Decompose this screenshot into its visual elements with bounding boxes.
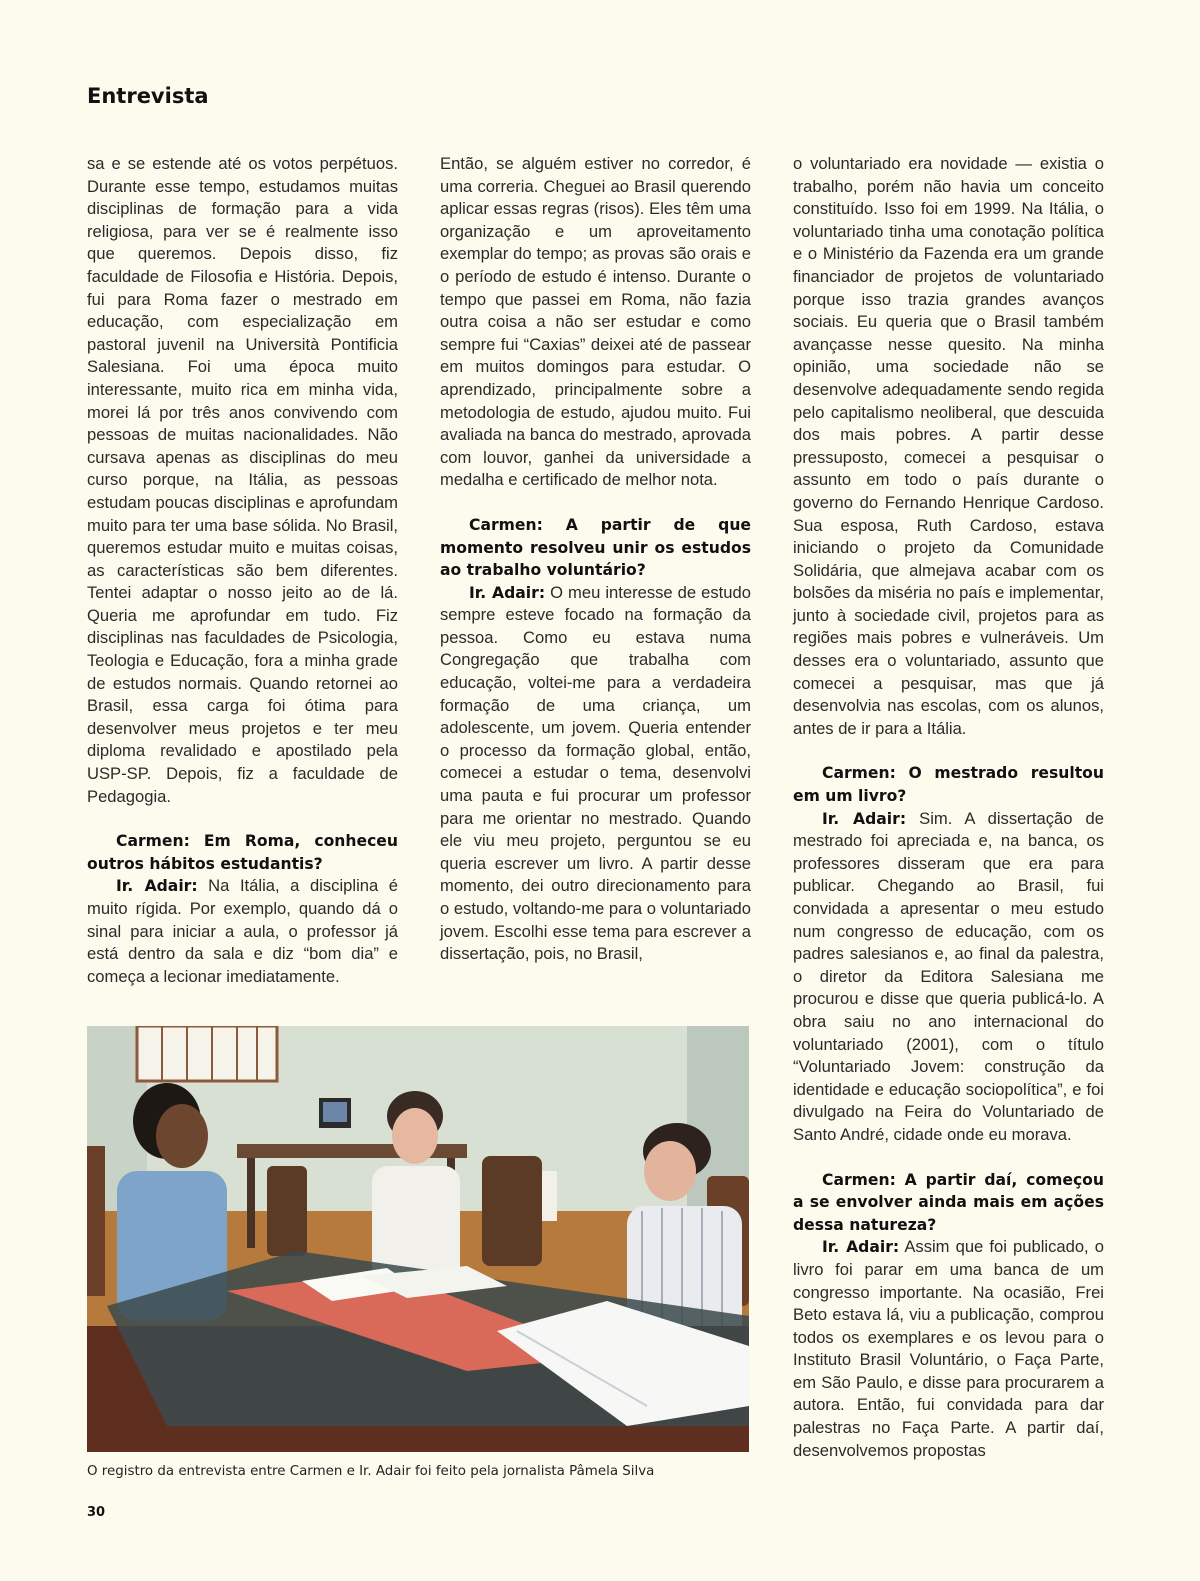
interview-question: Carmen: A partir daí, começou a se envolver ainda mais em ações dessa natureza? [793,1170,1104,1234]
answer-text: Na Itália, a disciplina é muito rígida. Por exemplo, quando dá o sinal para iniciar a aula, o professor já está dentro da sala e diz “bom dia” e começa a lecionar imediatamente. [87,876,398,986]
photo-caption: O registro da entrevista entre Carmen e Ir. Adair foi feito pela jornalista Pâmela Silva [87,1464,655,1479]
speaker-label: Ir. Adair: [822,809,907,828]
page-number: 30 [87,1505,106,1520]
paragraph: sa e se estende até os votos perpétuos. Durante esse tempo, estudamos muitas disciplinas de formação para a vida religiosa, para ver se é realmente isso que queremos. Depois disso, fiz faculdade de Filosofia e História. Depois, fui para Roma fazer o mestrado em educação, com especialização em pastoral juvenil na Università Pontificia Salesiana. Foi uma época muito interessante, muito rica em minha vida, morei lá por três anos convivendo com pessoas de muitas nacionalidades. Não cursava apenas as disciplinas do meu curso porque, na Itália, as pessoas estudam poucas disciplinas e aprofundam muito para ter uma base sólida. No Brasil, queremos estudar muito e muitas coisas, as características são bem diferentes. Tentei adaptar o nosso jeito ao de lá. Queria me aprofundar em tudo. Fiz disciplinas nas faculdades de Psicologia, Teologia e Educação, fora a minha grade de estudos normais. Quando retornei ao Brasil, essa carga foi ótima para desenvolver meus projetos e ter meu diploma revalidado e apostilado pela USP-SP. Depois, fiz a faculdade de Pedagogia. [87,154,398,806]
answer-text: Sim. A dissertação de mestrado foi apreciada e, na banca, os professores disseram que era para publicar. Chegando ao Brasil, fui convidada a apresentar o meu estudo num congresso de educação, com os padres salesianos e, ao final da palestra, o diretor da Editora Salesiana me procurou e disse que queria publicá-lo. A obra saiu no ano internacional do voluntariado (2001), com o título “Voluntariado Jovem: construção da identidade e educação sociopolítica”, e foi divulgado na Feira do Voluntariado de Santo André, cidade onde eu morava. [793,808,1104,1144]
answer-text: Assim que foi publicado, o livro foi parar em uma banca de um congresso importante. Na ocasião, Frei Beto estava lá, viu a publicação, comprou todos os exemplares e os levou para o Instituto Brasil Voluntário, o Faça Parte, em São Paulo, e disse para procurarem a autora. Então, fui convidada para dar palestras no Faça Parte. A partir daí, desenvolvemos propostas [793,1237,1104,1460]
interview-answer [440,582,751,966]
interview-photo-illustration [87,1026,749,1452]
section-title: Entrevista [87,84,209,108]
speaker-label: Ir. Adair: [116,877,198,896]
interview-answer [793,1236,1104,1462]
interview-answer [793,808,1104,1147]
paragraph: Então, se alguém estiver no corredor, é uma correria. Cheguei ao Brasil querendo aplicar essas regras (risos). Eles têm uma organização e um aproveitamento exemplar do tempo; as provas são orais e o período de estudo é intenso. Durante o tempo que passei em Roma, não fazia outra coisa a não ser estudar e como sempre fui “Caxias” deixei até de passear em muitos domingos para estudar. O aprendizado, principalmente sobre a metodologia de estudo, ajudou muito. Fui avaliada na banca do mestrado, aprovada com louvor, ganhei da universidade a medalha e certificado de melhor nota. [440,154,751,490]
answer-text: O meu interesse de estudo sempre esteve focado na formação da pessoa. Como eu estava numa Congregação que trabalha com educação, voltei-me para a verdadeira formação de uma criança, um adolescente, um jovem. Queria entender o processo da formação global, então, comecei a estudar o tema, desenvolvi uma pauta e fui procurar um professor para me orientar no mestrado. Quando ele viu meu projeto, perguntou se eu queria escrever um livro. A partir desse momento, dei outro direcionamento para o estudo, voltando-me para o voluntariado jovem. Escolhi esse tema para escrever a dissertação, pois, no Brasil, [440,582,751,964]
interview-question: Carmen: A partir de que momento resolveu unir os estudos ao trabalho voluntário? [440,515,751,580]
interview-photo [87,1026,749,1452]
interview-question: Carmen: Em Roma, conheceu outros hábitos estudantis? [87,832,398,873]
paragraph: o voluntariado era novidade — existia o trabalho, porém não havia um conceito constituído. Isso foi em 1999. Na Itália, o voluntariado tinha uma conotação política e o Ministério da Fazenda era um grande financiador de projetos de voluntariado porque isso trazia grandes avanços sociais. Eu queria que o Brasil também avançasse nesse quesito. Na minha opinião, uma sociedade não se desenvolve adequadamente sendo regida pelo capitalismo neoliberal, que descuida dos mais pobres. A partir desse pressuposto, comecei a pesquisar o assunto em todo o país durante o governo do Fernando Henrique Cardoso. Sua esposa, Ruth Cardoso, estava iniciando o projeto da Comunidade Solidária, que almejava acabar com os bolsões da miséria no país e implementar, junto à sociedade civil, projetos para as regiões mais pobres e vulneráveis. Um desses era o voluntariado, assunto que comecei a pesquisar, mas que já desenvolvia nas escolas, com os alunos, antes de ir para a Itália. [793,154,1104,738]
interview-answer [87,875,398,988]
speaker-label: Ir. Adair: [822,1238,900,1257]
text-column-3 [793,153,1104,1462]
interview-question: Carmen: O mestrado resultou em um livro? [793,764,1104,806]
speaker-label: Ir. Adair: [469,583,546,602]
text-column-2 [440,153,751,966]
text-column-1 [87,153,398,988]
